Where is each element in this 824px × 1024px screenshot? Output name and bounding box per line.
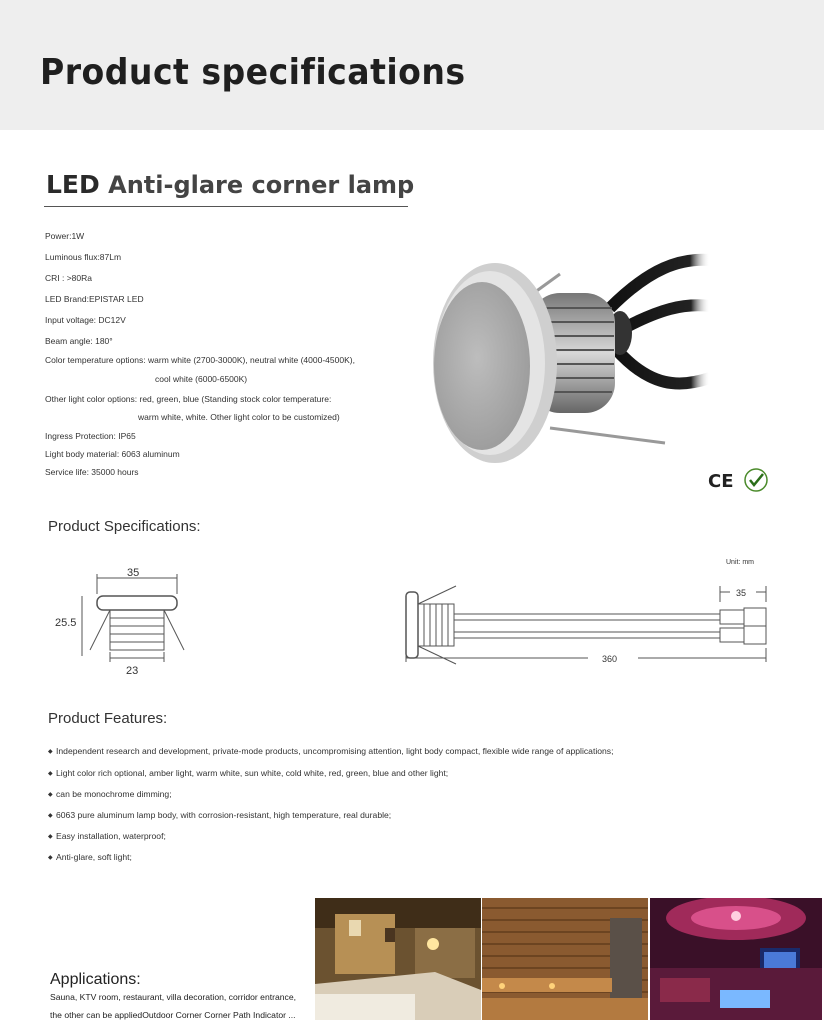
unit-label: Unit: mm — [726, 559, 754, 566]
spec-ingress-protection: Ingress Protection: IP65 — [45, 431, 136, 441]
list-item: ◆ can be monochrome dimming; — [48, 789, 172, 799]
side-dimension-drawing — [52, 560, 192, 685]
sauna-room-photo — [482, 898, 648, 1020]
bullet-icon: ◆ — [48, 813, 53, 819]
applications-text-line: the other can be appliedOutdoor Corner Corner Path Indicator ... — [50, 1010, 296, 1020]
spec-cri: CRI : >80Ra — [45, 273, 93, 283]
specifications-section-title: Product Specifications: — [48, 518, 201, 535]
spec-input-voltage: Input voltage: DC12V — [45, 315, 126, 325]
bullet-icon: ◆ — [48, 792, 53, 798]
title-divider — [44, 206, 408, 207]
list-item: ◆ 6063 pure aluminum lamp body, with corrosion-resistant, high temperature, real durable; — [48, 810, 392, 820]
bullet-icon: ◆ — [48, 749, 53, 755]
ktv-room-photo — [650, 898, 822, 1020]
product-title — [46, 170, 414, 199]
dim-cable-length: 360 — [602, 654, 618, 664]
features-section-title: Product Features: — [48, 710, 168, 727]
applications-section-title: Applications: — [50, 971, 141, 988]
ce-mark: CE — [708, 471, 734, 492]
page-title: Product specifications — [40, 52, 466, 93]
list-item: ◆ Easy installation, waterproof; — [48, 831, 166, 841]
spec-power: Power:1W — [45, 231, 85, 241]
bullet-icon: ◆ — [48, 771, 53, 777]
product-title-rest: Anti-glare corner lamp — [99, 171, 415, 199]
spec-color-temperature-cont: cool white (6000-6500K) — [155, 374, 248, 384]
list-item: ◆ Light color rich optional, amber light, warm white, sun white, cold white, red, green, blue and other light; — [48, 768, 449, 778]
product-title-lead: LED — [46, 170, 100, 199]
dim-top-width: 35 — [127, 567, 140, 579]
list-item: ◆ Independent research and development, private-mode products, uncompromising attention, light body compact, flexible wide range of applications; — [48, 746, 614, 756]
bullet-icon: ◆ — [48, 834, 53, 840]
hotel-room-photo — [315, 898, 481, 1020]
list-item: ◆ Anti-glare, soft light; — [48, 852, 132, 862]
spec-service-life: Service life: 35000 hours — [45, 467, 139, 477]
spec-color-temperature: Color temperature options: warm white (2700-3000K), neutral white (4000-4500K), — [45, 355, 355, 365]
lamp-product-image — [420, 238, 710, 488]
dim-bottom-width: 23 — [126, 665, 139, 677]
spec-led-brand: LED Brand:EPISTAR LED — [45, 294, 144, 304]
spec-luminous-flux: Luminous flux:87Lm — [45, 252, 122, 262]
bullet-icon: ◆ — [48, 855, 53, 861]
spec-body-material: Light body material: 6063 aluminum — [45, 449, 180, 459]
spec-other-colors: Other light color options: red, green, blue (Standing stock color temperature: — [45, 394, 332, 404]
spec-other-colors-cont: warm white, white. Other light color to be customized) — [138, 412, 340, 422]
dim-connector: 35 — [736, 588, 747, 598]
dim-height: 25.5 — [55, 617, 77, 629]
applications-text-line: Sauna, KTV room, restaurant, villa decoration, corridor entrance, — [50, 992, 296, 1002]
checkmark-certification-icon — [745, 469, 767, 491]
front-dimension-drawing — [398, 552, 774, 670]
certification-marks — [706, 466, 772, 494]
spec-beam-angle: Beam angle: 180° — [45, 336, 113, 346]
